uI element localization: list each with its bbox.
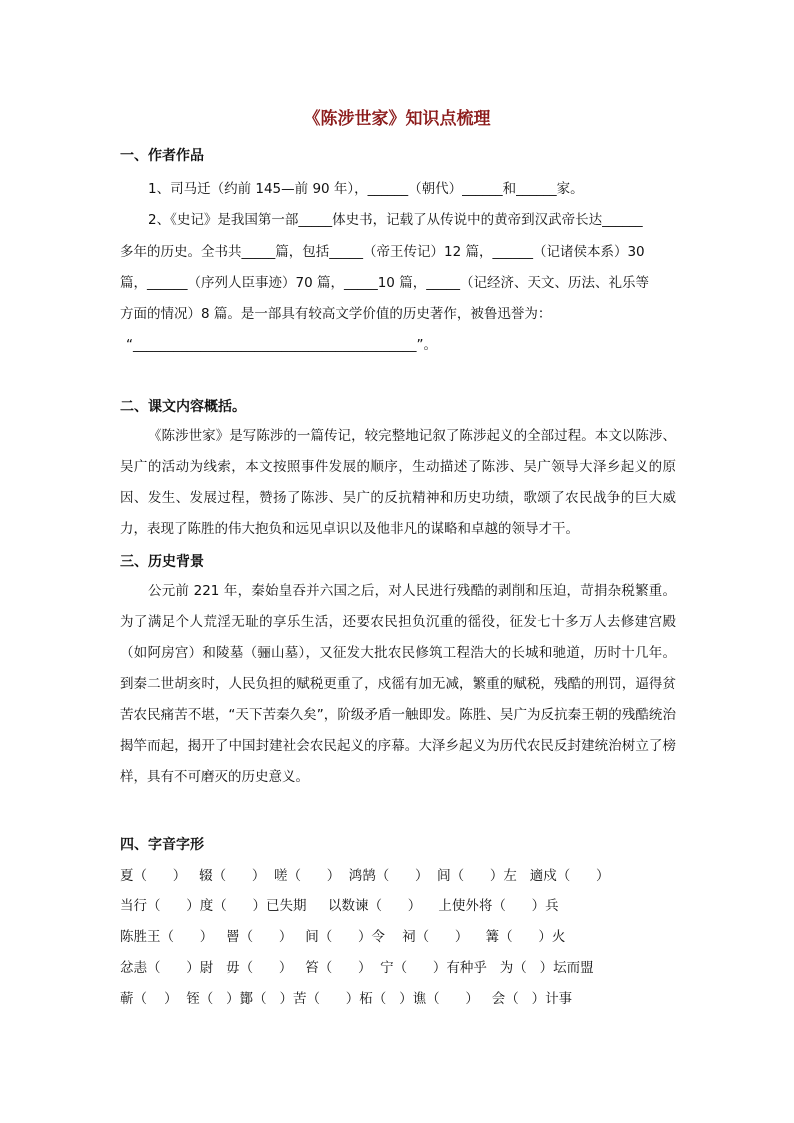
page-title: 《陈涉世家》知识点梳理 [303, 109, 491, 129]
question-1: 1、司马迁（约前 145—前 90 年），______（朝代）______和______家。 [148, 181, 584, 197]
summary-paragraph: 《陈涉世家》是写陈涉的一篇传记，较完整地记叙了陈涉起义的全部过程。本文以陈涉、吴广的活动为线索，本文按照事件发展的顺序，生动描述了陈涉、吴广领导大泽乡起义的原因、发生、发展过程，赞扬了陈涉、吴广的反抗精神和历史功绩，歌颂了农民战争的巨大威力，表现了陈胜的伟大抱负和远见卓识以及他非凡的谋略和卓越的领导才干。 [120, 428, 676, 537]
question-2-line-2: 多年的历史。全书共_____篇，包括_____（帝王传记）12 篇，______（记诸侯本系）30 [120, 244, 645, 260]
question-2-line-4: 方面的情况）8 篇。是一部具有较高文学价值的历史著作，被鲁迅誉为： [120, 306, 552, 322]
pronunciation-row: 当行（ ）度（ ）已失期 以数谏（ ） 上使外将（ ）兵 [120, 898, 559, 914]
pronunciation-row: 陈胜王（ ） 罾（ ） 间（ ）令 祠（ ） 篝（ ）火 [120, 929, 566, 945]
pronunciation-row: 蕲（ ） 铚（ ）鄼（ ）苦（ ）柘（ ）谯（ ） 会（ ）计事 [120, 991, 573, 1007]
question-2-line-5: “__________________________________________”。 [126, 337, 437, 353]
pronunciation-row: 忿恚（ ）尉 毋（ ） 笞（ ） 宁（ ）有种乎 为（ ）坛而盟 [120, 960, 594, 976]
background-paragraph: 公元前 221 年，秦始皇吞并六国之后，对人民进行残酷的剥削和压迫，苛捐杂税繁重。为了满足个人荒淫无耻的享乐生活，还要农民担负沉重的徭役，征发七十多万人去修建宫殿（如阿房宫）和陵墓（骊山墓），又征发大批农民修筑工程浩大的长城和驰道，历时十几年。到秦二世胡亥时，人民负担的赋税更重了，戍徭有加无减，繁重的赋税，残酷的刑罚，逼得贫苦农民痛苦不堪，“天下苦秦久矣”，阶级矛盾一触即发。陈胜、吴广为反抗秦王朝的残酷统治揭竿而起，揭开了中国封建社会农民起义的序幕。大泽乡起义为历代农民反封建统治树立了榜样，具有不可磨灭的历史意义。 [120, 583, 676, 785]
section-heading-author: 一、作者作品 [120, 148, 204, 164]
section-heading-pronunciation: 四、字音字形 [120, 837, 204, 853]
pronunciation-row: 夏（ ） 辍（ ） 嗟（ ） 鸿鹄（ ） 闾（ ）左 適戍（ ） [120, 868, 610, 884]
section-heading-background: 三、历史背景 [120, 554, 204, 570]
section-heading-summary: 二、课文内容概括。 [120, 399, 246, 415]
question-2-line-1: 2、《史记》是我国第一部_____体史书，记载了从传说中的黄帝到汉武帝长达______ [148, 212, 643, 228]
question-2-line-3: 篇，______（序列人臣事迹）70 篇，_____10 篇，_____（记经济、天文、历法、礼乐等 [120, 275, 649, 291]
